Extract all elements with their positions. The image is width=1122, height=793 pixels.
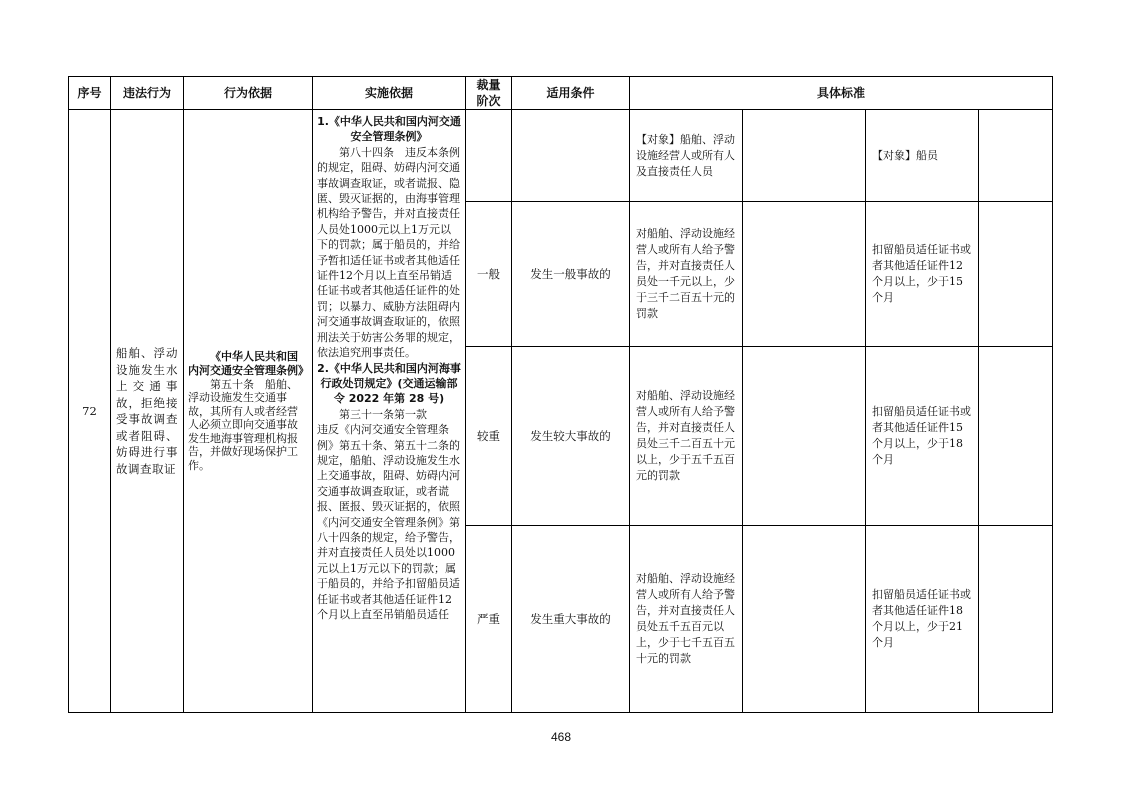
implementation-basis bbox=[313, 110, 466, 713]
owner-standard-severe: 对船舶、浮动设施经营人或所有人给予警告，并对直接责任人员处五千五百元以上，少于七千五百五十元的罚款 bbox=[630, 525, 743, 712]
std-blank bbox=[979, 525, 1053, 712]
header-level: 裁量 阶次 bbox=[466, 77, 512, 110]
basis-text: 第五十条 船舶、浮动设施发生交通事故，其所有人或者经营人必须立即向交通事故发生地海事管理机构报告，并做好现场保护工作。 bbox=[188, 377, 298, 472]
std-blank bbox=[743, 525, 866, 712]
crew-standard-severe: 扣留船员适任证书或者其他适任证件18个月以上，少于21个月 bbox=[866, 525, 979, 712]
crew-standard-serious: 扣留船员适任证书或者其他适任证件15个月以上，少于18个月 bbox=[866, 347, 979, 525]
header-seq: 序号 bbox=[69, 77, 111, 110]
std-empty-2 bbox=[979, 110, 1053, 202]
header-implementation: 实施依据 bbox=[313, 77, 466, 110]
header-condition: 适用条件 bbox=[512, 77, 630, 110]
row-seq: 72 bbox=[69, 110, 111, 713]
penalty-standard-table bbox=[68, 76, 1053, 713]
condition-empty bbox=[512, 110, 630, 202]
std-empty-1 bbox=[743, 110, 866, 202]
owner-standard-serious: 对船舶、浮动设施经营人或所有人给予警告，并对直接责任人员处三千二百五十元以上，少于五千五百元的罚款 bbox=[630, 347, 743, 525]
std-blank bbox=[979, 347, 1053, 525]
level-general: 一般 bbox=[466, 202, 512, 347]
condition-general: 发生一般事故的 bbox=[512, 202, 630, 347]
impl-title-1: 1.《中华人民共和国内河交通安全管理条例》 bbox=[317, 115, 461, 144]
impl-text-2a: 第三十一条第一款 bbox=[339, 407, 427, 421]
violation-description: 船舶、浮动设施发生水上交通事故，拒绝接受事故调查或者阻碍、妨碍进行事故调查取证 bbox=[111, 110, 184, 713]
level-severe: 严重 bbox=[466, 525, 512, 712]
condition-serious: 发生较大事故的 bbox=[512, 347, 630, 525]
owner-standard-general: 对船舶、浮动设施经营人或所有人给予警告，并对直接责任人员处一千元以上，少于三千二百五十元的罚款 bbox=[630, 202, 743, 347]
crew-standard-general: 扣留船员适任证书或者其他适任证件12个月以上，少于15个月 bbox=[866, 202, 979, 347]
object-crew: 【对象】船员 bbox=[866, 110, 979, 202]
header-violation: 违法行为 bbox=[111, 77, 184, 110]
std-blank bbox=[979, 202, 1053, 347]
level-serious: 较重 bbox=[466, 347, 512, 525]
legal-basis bbox=[184, 110, 313, 713]
impl-text-2b: 违反《内河交通安全管理条例》第五十条、第五十二条的规定，船舶、浮动设施发生水上交通事故，阻碍、妨碍内河交通事故调查取证，或者谎报、匿报、毁灭证据的，依照《内河交通安全管理条例》第八十四条的规定，给予警告，并对直接责任人员处以1000元以上1万元以下的罚款；属于船员的，并给予扣留船员适任证书或者其他适任证件12个月以上直至吊销船员适任 bbox=[317, 423, 460, 621]
impl-title-2: 2.《中华人民共和国内河海事行政处罚规定》(交通运输部令 2022 年第 28 号) bbox=[317, 361, 461, 406]
impl-text-1: 第八十四条 违反本条例的规定，阻碍、妨碍内河交通事故调查取证，或者谎报、隐匿、毁灭证据的，由海事管理机构给予警告，并对直接责任人员处1000元以上1万元以下的罚款；属于船员的，并给予暂扣适任证书或者其他适任证件12个月以上直至吊销适任证书或者其他适任证件的处罚；以暴力、威胁方法阻碍内河交通事故调查取证的，依照刑法关于妨害公务罪的规定，依法追究刑事责任。 bbox=[317, 145, 460, 360]
header-row bbox=[69, 77, 1053, 110]
basis-title: 《中华人民共和国内河交通安全管理条例》 bbox=[188, 349, 309, 377]
std-blank bbox=[743, 202, 866, 347]
object-row bbox=[69, 110, 1053, 202]
page-number: 468 bbox=[550, 730, 572, 744]
header-basis: 行为依据 bbox=[184, 77, 313, 110]
object-owner: 【对象】船舶、浮动设施经营人或所有人及直接责任人员 bbox=[630, 110, 743, 202]
condition-severe: 发生重大事故的 bbox=[512, 525, 630, 712]
header-standard: 具体标准 bbox=[630, 77, 1053, 110]
level-empty bbox=[466, 110, 512, 202]
std-blank bbox=[743, 347, 866, 525]
